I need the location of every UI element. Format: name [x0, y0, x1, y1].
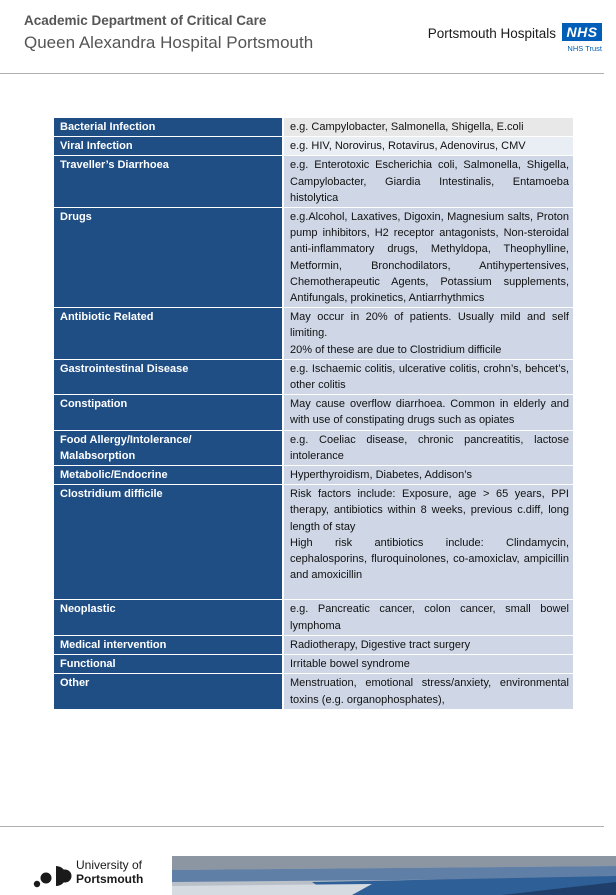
description-cell: [283, 430, 573, 465]
category-cell: [54, 466, 283, 485]
category-cell: [54, 359, 283, 394]
nhs-logo-icon: NHS: [562, 23, 602, 41]
university-logo: [32, 856, 162, 892]
nhs-trust-logo: [422, 22, 602, 62]
table-row: [54, 308, 573, 360]
category-label: Food Allergy/Intolerance/: [60, 433, 192, 446]
description-text: e.g. Campylobacter, Salmonella, Shigella, E.coli: [290, 121, 524, 133]
category-label: Traveller’s Diarrhoea: [60, 159, 169, 172]
description-cell: [283, 635, 573, 654]
description-text: e.g. Enterotoxic Escherichia coli, Salmonella, Shigella, Campylobacter, Giardia Intestinalis, Entamoeba histolytica: [290, 159, 569, 204]
category-label: Neoplastic: [60, 603, 116, 616]
description-text: e.g. HIV, Norovirus, Rotavirus, Adenovirus, CMV: [290, 140, 526, 153]
university-name-line1: University of: [76, 858, 143, 872]
description-text: e.g. Pancreatic cancer, colon cancer, small bowel lymphoma: [290, 603, 569, 632]
description-cell: [283, 208, 573, 308]
category-cell: [54, 674, 283, 709]
description-text: e.g.Alcohol, Laxatives, Digoxin, Magnesium salts, Proton pump inhibitors, H2 receptor antagonists, Non-steroidal anti-inflammatory drugs, Methyldopa, Theophylline, Metformin, Bronchodilators, Antihypertensives, Chemotherapeutic Agents, Potassium supplements, Antifungals, prokinetics, Antiarrhythmics: [290, 211, 569, 305]
category-cell: [54, 600, 283, 635]
table-row: [54, 359, 573, 394]
category-cell: [54, 118, 283, 137]
description-text: Menstruation, emotional stress/anxiety, environmental toxins (e.g. organophosphates),: [290, 677, 569, 706]
table-body: [54, 118, 573, 709]
header-divider: [0, 73, 604, 74]
table-row: [54, 137, 573, 156]
description-cell: [283, 137, 573, 156]
university-name-line2: Portsmouth: [76, 872, 144, 886]
table-row: [54, 208, 573, 308]
description-cell: [283, 156, 573, 208]
category-cell: [54, 308, 283, 360]
category-label: Medical intervention: [60, 638, 167, 651]
description-cell: [283, 118, 573, 137]
description-text: May occur in 20% of patients. Usually mild and self limiting.: [290, 311, 569, 340]
table-row: [54, 655, 573, 674]
table-row: [54, 600, 573, 635]
trust-name: Portsmouth Hospitals: [427, 26, 556, 41]
description-text: Radiotherapy, Digestive tract surgery: [290, 638, 471, 651]
table-row: [54, 156, 573, 208]
category-cell: [54, 137, 283, 156]
description-text: e.g. Ischaemic colitis, ulcerative colitis, crohn’s, behcet’s, other colitis: [290, 362, 569, 392]
category-label: Functional: [60, 658, 116, 671]
table-row: [54, 118, 573, 137]
department-title: Academic Department of Critical Care: [24, 13, 267, 28]
category-label: Clostridium difficile: [60, 488, 163, 501]
category-cell: [54, 655, 283, 674]
description-text: Risk factors include: Exposure, age > 65 years, PPI therapy, antibiotics within 8 weeks, previous c.diff, long length of stay: [290, 488, 569, 533]
description-cell: [283, 466, 573, 485]
description-text: e.g. Coeliac disease, chronic pancreatitis, lactose intolerance: [290, 433, 569, 462]
table-row: [54, 635, 573, 654]
description-text: May cause overflow diarrhoea. Common in elderly and with use of constipating drugs such as opiates: [290, 398, 569, 427]
diarrhoea-causes-table: [54, 118, 573, 710]
category-cell: [54, 430, 283, 465]
table-row: [54, 430, 573, 465]
hospital-title: Queen Alexandra Hospital Portsmouth: [24, 33, 314, 52]
description-cell: [283, 359, 573, 394]
category-cell: [54, 485, 283, 600]
category-cell: [54, 635, 283, 654]
description-text: Hyperthyroidism, Diabetes, Addison’s: [290, 469, 472, 482]
category-label: Drugs: [60, 211, 92, 224]
description-cell: [283, 395, 573, 430]
category-label: Metabolic/Endocrine: [60, 469, 168, 482]
table-row: [54, 395, 573, 430]
category-cell: [54, 208, 283, 308]
trust-subtitle: NHS Trust: [567, 44, 602, 53]
footer-banner: [172, 856, 616, 895]
category-label: Bacterial Infection: [60, 121, 156, 133]
description-cell: [283, 485, 573, 600]
description-text: High risk antibiotics include: Clindamycin, cephalosporins, fluroquinolones, co-amoxiclav, ampicillin and amoxicillin: [290, 536, 569, 582]
category-label: Antibiotic Related: [60, 311, 154, 324]
page-footer: [0, 840, 616, 895]
description-cell: [283, 674, 573, 709]
description-text: Irritable bowel syndrome: [290, 658, 410, 671]
table-row: [54, 466, 573, 485]
category-label: Malabsorption: [60, 449, 136, 462]
description-cell: [283, 600, 573, 635]
description-cell: [283, 655, 573, 674]
page-header: [0, 0, 616, 68]
description-cell: [283, 308, 573, 360]
category-label: Viral Infection: [60, 140, 133, 153]
table-row: [54, 485, 573, 600]
category-label: Constipation: [60, 398, 128, 411]
description-text: 20% of these are due to Clostridium difficile: [290, 343, 502, 356]
footer-divider: [0, 826, 604, 827]
university-logo-icon: [32, 860, 72, 890]
category-label: Other: [60, 677, 90, 690]
category-label: Gastrointestinal Disease: [60, 362, 189, 375]
category-cell: [54, 395, 283, 430]
category-cell: [54, 156, 283, 208]
table-row: [54, 674, 573, 709]
